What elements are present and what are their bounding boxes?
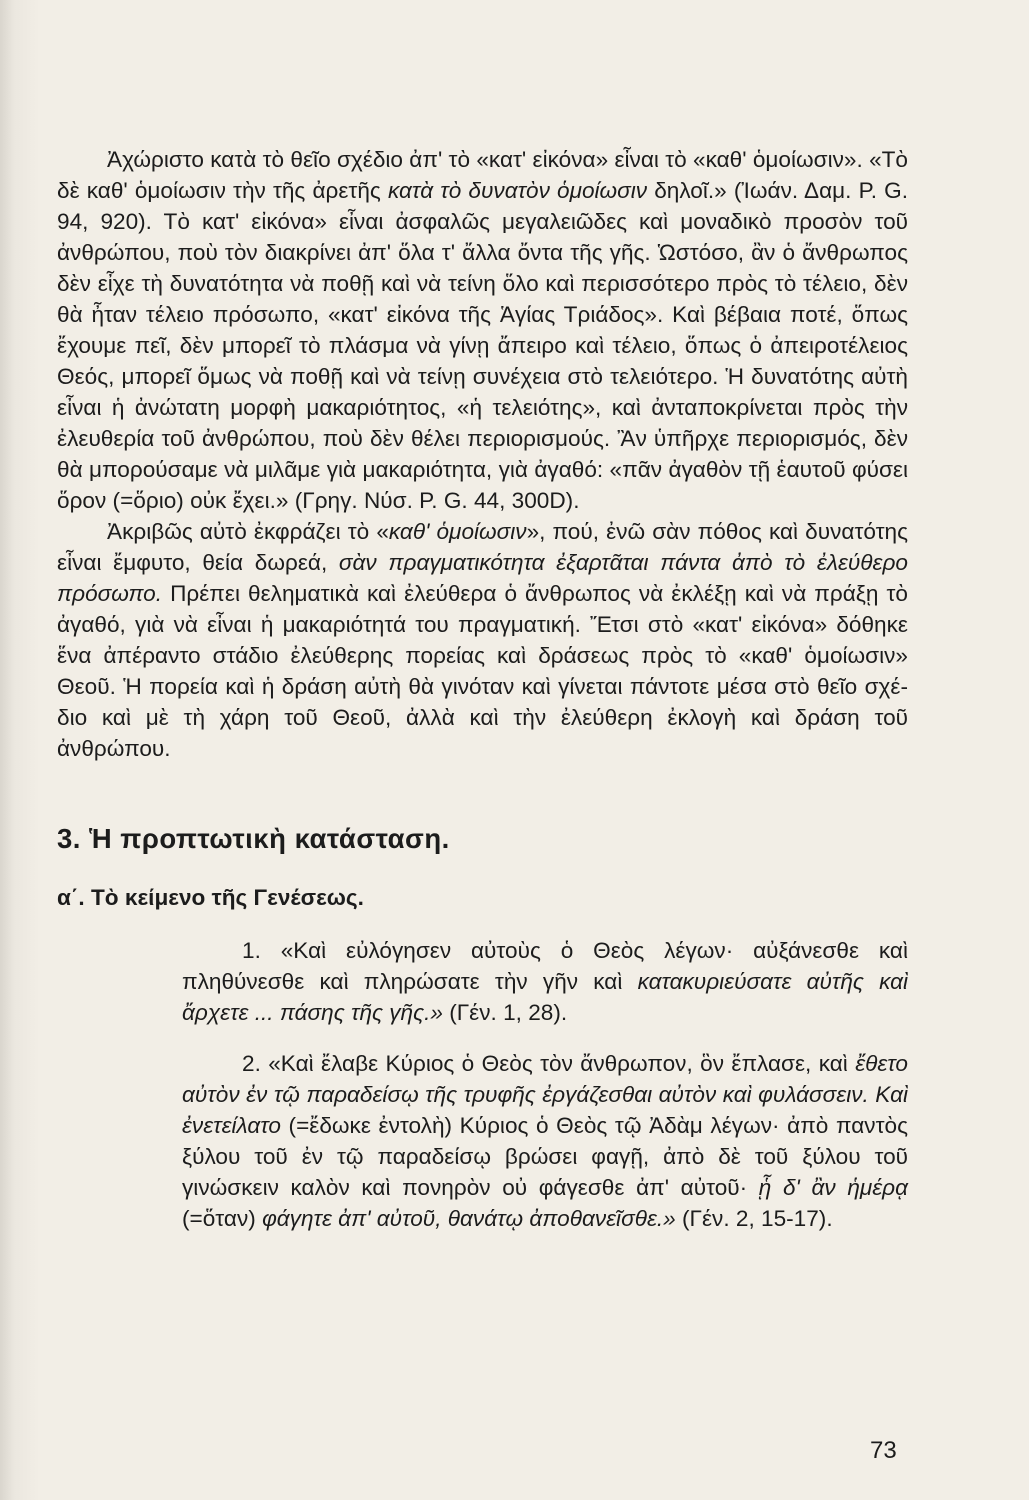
paragraph: Ἀκριβῶς αὐτὸ ἐκφράζει τὸ «καθ' ὁμοίωσιν», πού, ἐνῶ σὰν πόθος καὶ δυνατότης εἶναι ἔμφυτο, θεία δωρεά, σὰν πραγματικότητα ἐξαρτᾶται πάντα ἀπὸ τὸ ἐλεύθερο πρόσωπο. Πρέπει θεληματικὰ καὶ ἐλεύθερα ὁ ἄνθρωπος νὰ ἐκλέξῃ καὶ νὰ πράξῃ τὸ ἀγαθό, γιὰ νὰ εἶναι ἡ μακαριότητά του πραγματική. Ἔτσι στὸ «κατ' εἰκόνα» δόθηκε ἕνα ἀπέραντο στάδιο ἐλεύθερης πορείας καὶ δράσεως πρὸς τὸ «καθ' ὁμοίωσιν» Θεοῦ. Ἡ πορεία καὶ ἡ δράση αὐτὴ θὰ γινόταν καὶ γίνεται πάντοτε μέσα στὸ θεῖο σχέδιο καὶ μὲ τὴ χάρη τοῦ Θεοῦ, ἀλλὰ καὶ τὴν ἐλεύθερη ἐκλογὴ καὶ δράση τοῦ ἀνθρώπου. xyxy=(57,519,909,761)
scripture-quote: 2. «Καὶ ἔλαβε Κύριος ὁ Θεὸς τὸν ἄνθρωπον, ὃν ἔπλασε, καὶ ἔθετο αὐτὸν ἐν τῷ παραδείσῳ τῆς τρυφῆς ἐργάζεσθαι αὐτὸν καὶ φυλάσσειν. Καὶ ἐνετείλατο (=ἔδωκε ἐντολὴ) Κύριος ὁ Θεὸς τῷ Ἀδὰμ λέγων· ἀπὸ παντὸς ξύλου τοῦ ἐν τῷ παραδείσῳ βρώσει φαγῇ, ἀπὸ δὲ τοῦ ξύλου τοῦ γινώσκειν καλὸν καὶ πονηρὸν οὐ φάγεσθε ἀπ' αὐτοῦ· ᾗ δ' ἂν ἡμέρᾳ (=ὅταν) φάγητε ἀπ' αὐτοῦ, θανάτῳ ἀποθανεῖσθε.» (Γέν. 2, 15-17). xyxy=(182,1051,908,1231)
page-number: 73 xyxy=(870,1437,897,1464)
section-heading: 3. Ἡ προπτωτικὴ κατάσταση. xyxy=(57,823,450,854)
text-block xyxy=(57,144,908,1234)
scripture-quote: 1. «Καὶ εὐλόγησεν αὐτοὺς ὁ Θεὸς λέγων· αὐξάνεσθε καὶ πληθύνεσθε καὶ πληρώσατε τὴν γῆν καὶ κατακυριεύσατε αὐτῆς καὶ ἄρχετε ... πάσης τῆς γῆς.» (Γέν. 1, 28). xyxy=(182,938,908,1025)
paragraph: Ἀχώριστο κατὰ τὸ θεῖο σχέδιο ἀπ' τὸ «κατ' εἰκόνα» εἶναι τὸ «καθ' ὁμοίωσιν». «Τὸ δὲ καθ' ὁμοίωσιν τὴν τῆς ἀρετῆς κατὰ τὸ δυνατὸν ὁμοίωσιν δηλοῖ.» (Ἰωάν. Δαμ. P. G. 94, 920). Τὸ κατ' εἰκόνα» εἶναι ἀσφαλῶς μεγαλειῶδες καὶ μοναδικὸ προσὸν τοῦ ἀνθρώπου, ποὺ τὸν διακρίνει ἀπ' ὅλα τ' ἄλλα ὄντα τῆς γῆς. Ὡστόσο, ἂν ὁ ἄνθρωπος δὲν εἶχε τὴ δυνατότητα νὰ ποθῇ καὶ νὰ τείνη ὅλο καὶ περισσότερο πρὸς τὸ τέλειο, δὲν θὰ ἦταν τέλειο πρόσωπο, «κατ' εἰκόνα τῆς Ἁγίας Τριάδος». Καὶ βέβαια ποτέ, ὅπως ἔχουμε πεῖ, δὲν μπορεῖ τὸ πλάσμα νὰ γίνῃ ἄπειρο καὶ τέλειο, ὅπως ὁ ἀπειροτέλειος Θεός, μπορεῖ ὅμως νὰ ποθῇ καὶ νὰ τείνῃ συνέχεια στὸ τελειότερο. Ἡ δυνατότης αὐτὴ εἶναι ἡ ἀνώτατη μορφὴ μακαριότητος, «ἡ τελειότης», καὶ ἀνταποκρίνεται πρὸς τὴν ἐλευθερία τοῦ ἀνθρώπου, ποὺ δὲν θέλει περιορισμούς. Ἂν ὑπῆρχε περιορισμός, δὲν θὰ μπορούσαμε νὰ μιλᾶμε γιὰ μακαριότητα, γιὰ ἀγαθό: «πᾶν ἀγαθὸν τῇ ἑαυτοῦ φύσει ὅρον (=ὅριο) οὐκ ἔχει.» (Γρηγ. Νύσ. P. G. 44, 300D). xyxy=(57,147,908,513)
subsection-heading: α΄. Τὸ κείμενο τῆς Γενέσεως. xyxy=(57,885,364,910)
